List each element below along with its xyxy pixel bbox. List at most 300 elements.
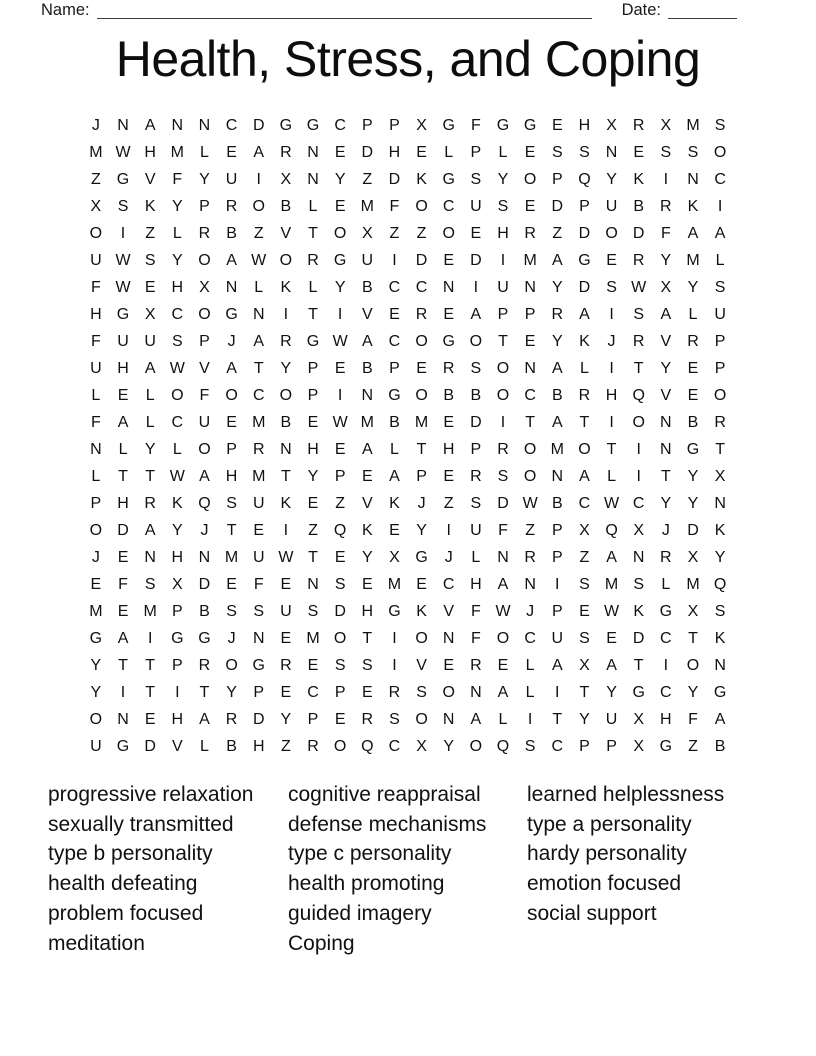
grid-letter: V (416, 656, 427, 674)
grid-letter: H (361, 602, 374, 620)
grid-letter: E (334, 143, 346, 161)
grid-letter: S (361, 656, 373, 674)
grid-letter: C (171, 305, 184, 323)
grid-letter: N (524, 359, 536, 377)
grid-letter: A (361, 332, 373, 350)
grid-letter: V (361, 305, 373, 323)
grid-letter: I (555, 683, 560, 701)
grid-letter: Z (145, 224, 156, 242)
grid-letter: N (307, 143, 319, 161)
grid-letter: B (551, 386, 563, 404)
grid-letter: B (551, 494, 563, 512)
grid-letter: S (144, 251, 156, 269)
grid-letter: N (252, 305, 265, 323)
grid-letter: P (253, 683, 265, 701)
grid-letter: H (225, 467, 238, 485)
grid-letter: T (253, 359, 264, 377)
grid-letter: I (663, 170, 669, 188)
grid-letter: O (496, 629, 510, 647)
grid-letter: N (497, 548, 509, 566)
grid-letter: S (416, 683, 427, 701)
grid-letter: K (633, 602, 645, 620)
grid-letter: W (604, 602, 620, 620)
grid-letter: Y (606, 170, 617, 188)
grid-letter: W (332, 413, 348, 431)
grid-letter: L (525, 683, 535, 701)
grid-letter: R (714, 413, 726, 431)
grid-letter: R (632, 116, 645, 134)
grid-letter: O (442, 224, 455, 242)
grid-letter: E (361, 575, 373, 593)
grid-letter: C (714, 170, 726, 188)
grid-letter: Q (361, 737, 374, 755)
page-title: Health, Stress, and Coping (115, 31, 701, 87)
grid-letter: S (470, 359, 482, 377)
grid-letter: T (145, 467, 156, 485)
grid-letter: I (500, 251, 506, 269)
grid-letter: M (686, 116, 700, 134)
grid-letter: E (606, 629, 617, 647)
grid-letter: D (252, 710, 265, 728)
grid-letter: O (713, 386, 727, 404)
grid-letter: B (226, 737, 237, 755)
grid-letter: C (225, 116, 238, 134)
grid-letter: M (170, 143, 184, 161)
grid-letter: F (470, 116, 481, 134)
grid-letter: A (551, 413, 563, 431)
grid-letter: U (90, 251, 102, 269)
grid-letter: U (470, 197, 482, 215)
grid-letter: N (632, 548, 645, 566)
grid-letter: Y (90, 656, 102, 674)
grid-letter: N (442, 710, 455, 728)
grid-letter: I (147, 629, 153, 647)
grid-letter: E (443, 467, 455, 485)
grid-letter: U (605, 197, 618, 215)
grid-letter: I (663, 656, 669, 674)
grid-letter: C (660, 683, 672, 701)
grid-letter: I (609, 413, 614, 431)
grid-letter: R (497, 440, 509, 458)
grid-letter: H (388, 143, 401, 161)
grid-letter: T (552, 710, 563, 728)
grid-letter: F (172, 170, 183, 188)
grid-letter: W (495, 602, 511, 620)
grid-letter: K (714, 629, 726, 647)
grid-letter: C (660, 629, 672, 647)
grid-letter: G (659, 602, 673, 620)
grid-letter: I (283, 305, 289, 323)
grid-letter: C (524, 629, 536, 647)
grid-letter: H (117, 494, 129, 512)
grid-letter: B (226, 224, 237, 242)
grid-letter: L (498, 710, 508, 728)
grid-letter: X (389, 548, 400, 566)
grid-letter: Z (90, 170, 101, 188)
grid-letter: A (144, 521, 156, 539)
grid-letter: P (416, 467, 427, 485)
grid-letter: A (117, 629, 129, 647)
grid-letter: A (470, 305, 482, 323)
grid-letter: Y (660, 251, 672, 269)
grid-letter: C (578, 494, 591, 512)
grid-letter: Z (308, 521, 318, 539)
grid-letter: O (415, 710, 428, 728)
grid-letter: N (171, 116, 184, 134)
grid-letter: L (145, 413, 155, 431)
grid-letter: B (389, 413, 400, 431)
grid-letter: L (715, 251, 725, 269)
grid-letter: N (551, 467, 564, 485)
grid-letter: I (473, 278, 479, 296)
grid-letter: X (633, 710, 645, 728)
grid-letter: P (714, 332, 726, 350)
grid-letter: H (497, 224, 509, 242)
grid-letter: E (226, 143, 237, 161)
grid-letter: O (198, 440, 211, 458)
grid-letter: H (90, 305, 102, 323)
grid-letter: D (388, 170, 401, 188)
grid-letter: N (524, 278, 536, 296)
grid-letter: E (307, 656, 319, 674)
word-bank-item: health defeating (48, 872, 198, 896)
word-bank-item: meditation (48, 931, 145, 955)
grid-letter: H (252, 737, 265, 755)
grid-letter: R (660, 197, 672, 215)
word-bank-item: hardy personality (527, 842, 687, 866)
grid-letter: L (607, 467, 616, 485)
grid-letter: N (225, 278, 238, 296)
grid-letter: L (498, 143, 508, 161)
grid-letter: X (606, 116, 617, 134)
grid-letter: G (578, 251, 591, 269)
grid-letter: O (89, 224, 103, 242)
grid-letter: O (496, 359, 510, 377)
grid-letter: R (198, 656, 211, 674)
grid-letter: L (661, 575, 671, 593)
grid-letter: K (361, 521, 373, 539)
grid-letter: B (687, 413, 699, 431)
grid-letter: O (713, 143, 727, 161)
grid-letter: E (253, 521, 265, 539)
grid-letter: R (361, 710, 374, 728)
grid-letter: L (172, 224, 182, 242)
grid-letter: G (496, 116, 510, 134)
grid-letter: T (606, 440, 617, 458)
grid-letter: R (280, 656, 292, 674)
grid-letter: C (388, 278, 401, 296)
grid-letter: M (523, 251, 537, 269)
grid-letter: W (115, 143, 131, 161)
grid-letter: L (525, 656, 535, 674)
grid-letter: X (633, 737, 645, 755)
grid-letter: E (144, 710, 156, 728)
grid-letter: G (388, 386, 401, 404)
grid-letter: D (632, 224, 645, 242)
grid-letter: L (254, 278, 264, 296)
grid-letter: S (226, 494, 237, 512)
grid-letter: R (578, 386, 591, 404)
grid-letter: O (279, 251, 293, 269)
header (41, 1, 737, 20)
grid-letter: E (226, 575, 237, 593)
grid-letter: S (579, 629, 590, 647)
grid-letter: S (633, 575, 645, 593)
grid-letter: Y (687, 467, 699, 485)
grid-letter: M (686, 251, 700, 269)
word-bank-item: type b personality (48, 842, 213, 866)
grid-letter: O (89, 521, 103, 539)
grid-letter: O (415, 332, 428, 350)
grid-letter: N (660, 413, 672, 431)
grid-letter: S (497, 197, 509, 215)
grid-letter: U (361, 251, 374, 269)
grid-letter: Z (335, 494, 346, 512)
grid-letter: W (115, 278, 131, 296)
grid-letter: P (497, 305, 509, 323)
grid-letter: J (200, 521, 209, 539)
grid-letter: T (688, 629, 698, 647)
grid-letter: H (442, 440, 455, 458)
grid-letter: A (551, 656, 563, 674)
grid-letter: S (606, 278, 617, 296)
grid-letter: G (225, 305, 238, 323)
word-bank-item: problem focused (48, 901, 204, 925)
grid-letter: A (714, 224, 726, 242)
grid-letter: P (551, 170, 563, 188)
grid-letter: S (226, 602, 237, 620)
grid-letter: Y (551, 278, 563, 296)
grid-letter: A (226, 359, 237, 377)
grid-letter: P (199, 197, 210, 215)
grid-letter: A (579, 467, 590, 485)
grid-letter: W (332, 332, 348, 350)
grid-letter: K (280, 278, 292, 296)
grid-letter: V (660, 386, 672, 404)
grid-letter: R (524, 224, 536, 242)
grid-letter: M (604, 575, 619, 593)
grid-letter: G (632, 683, 645, 701)
grid-letter: S (253, 602, 265, 620)
grid-letter: F (90, 332, 101, 350)
grid-letter: E (687, 359, 699, 377)
grid-letter: T (633, 656, 644, 674)
grid-letter: Y (660, 359, 672, 377)
grid-letter: O (225, 656, 238, 674)
grid-letter: A (389, 467, 400, 485)
grid-letter: U (470, 521, 482, 539)
grid-letter: R (280, 143, 292, 161)
grid-letter: S (117, 197, 129, 215)
grid-letter: B (470, 386, 482, 404)
grid-letter: O (523, 467, 537, 485)
grid-letter: Y (171, 197, 183, 215)
grid-letter: R (252, 440, 265, 458)
grid-letter: J (526, 602, 535, 620)
word-bank-item: health promoting (288, 872, 445, 896)
grid-letter: Y (334, 170, 346, 188)
grid-letter: I (392, 251, 397, 269)
grid-letter: G (252, 656, 265, 674)
grid-letter: Q (578, 170, 591, 188)
grid-letter: A (606, 548, 617, 566)
grid-letter: D (470, 251, 482, 269)
grid-letter: R (632, 251, 645, 269)
grid-letter: H (171, 548, 184, 566)
grid-letter: J (417, 494, 426, 512)
grid-letter: O (198, 251, 211, 269)
grid-letter: L (389, 440, 399, 458)
grid-letter: X (687, 548, 699, 566)
grid-letter: Y (687, 683, 699, 701)
grid-letter: U (605, 710, 618, 728)
grid-letter: P (171, 656, 183, 674)
grid-letter: M (143, 602, 157, 620)
grid-letter: A (606, 656, 617, 674)
grid-letter: P (334, 683, 346, 701)
grid-letter: N (307, 575, 319, 593)
grid-letter: E (687, 386, 699, 404)
grid-letter: G (89, 629, 103, 647)
grid-letter: F (688, 710, 698, 728)
grid-letter: E (551, 116, 563, 134)
grid-letter: F (199, 386, 210, 404)
grid-letter: Q (713, 575, 727, 593)
grid-letter: U (714, 305, 726, 323)
grid-letter: E (416, 575, 427, 593)
grid-letter: W (115, 251, 131, 269)
grid-letter: X (687, 602, 699, 620)
word-bank-item: learned helplessness (527, 783, 725, 806)
grid-letter: T (226, 521, 237, 539)
grid-letter: A (687, 224, 699, 242)
grid-letter: M (360, 413, 374, 431)
grid-letter: O (225, 386, 238, 404)
grid-letter: D (415, 251, 428, 269)
grid-letter: W (631, 278, 647, 296)
grid-letter: T (715, 440, 725, 458)
grid-letter: P (606, 737, 617, 755)
grid-letter: S (497, 467, 509, 485)
grid-letter: O (605, 224, 618, 242)
grid-letter: G (171, 629, 184, 647)
grid-letter: S (334, 656, 346, 674)
word-bank-item: emotion focused (527, 872, 682, 896)
grid-letter: F (498, 521, 508, 539)
grid-letter: E (117, 602, 129, 620)
grid-letter: G (116, 737, 130, 755)
grid-letter: B (714, 737, 726, 755)
grid-letter: P (389, 359, 400, 377)
grid-letter: W (604, 494, 620, 512)
grid-letter: E (334, 440, 346, 458)
grid-letter: N (442, 278, 455, 296)
grid-letter: D (497, 494, 509, 512)
grid-letter: Y (361, 548, 373, 566)
name-blank-line (97, 2, 592, 19)
grid-letter: P (524, 305, 536, 323)
grid-letter: N (361, 386, 374, 404)
grid-letter: F (90, 278, 101, 296)
grid-letter: L (308, 197, 318, 215)
grid-letter: C (388, 332, 401, 350)
grid-letter: L (91, 467, 101, 485)
grid-letter: X (633, 521, 645, 539)
grid-letter: S (579, 143, 590, 161)
grid-letter: N (144, 548, 156, 566)
grid-letter: J (607, 332, 616, 350)
grid-letter: E (389, 305, 400, 323)
grid-letter: A (714, 710, 726, 728)
grid-letter: T (660, 467, 671, 485)
grid-letter: R (307, 251, 319, 269)
grid-letter: P (199, 332, 210, 350)
grid-letter: N (198, 116, 211, 134)
grid-letter: F (253, 575, 264, 593)
grid-letter: R (660, 548, 672, 566)
grid-letter: E (579, 602, 590, 620)
grid-letter: E (334, 710, 346, 728)
grid-letter: J (91, 116, 100, 134)
grid-letter: K (280, 494, 292, 512)
grid-letter: O (686, 656, 700, 674)
grid-letter: R (632, 332, 645, 350)
grid-letter: N (280, 440, 292, 458)
grid-letter: R (470, 467, 482, 485)
grid-letter: Z (579, 548, 590, 566)
grid-letter: O (333, 737, 347, 755)
grid-letter: L (308, 278, 318, 296)
grid-letter: P (551, 548, 563, 566)
grid-letter: O (415, 197, 428, 215)
word-bank-column (288, 780, 486, 958)
grid-letter: A (144, 116, 156, 134)
grid-letter: Y (171, 251, 183, 269)
grid-letter: S (714, 116, 726, 134)
grid-letter: Y (687, 494, 699, 512)
grid-letter: M (89, 602, 103, 620)
grid-letter: R (687, 332, 699, 350)
grid-letter: F (660, 224, 671, 242)
grid-letter: A (117, 413, 129, 431)
word-bank-item: defense mechanisms (288, 812, 487, 836)
grid-letter: O (198, 305, 211, 323)
grid-letter: I (120, 683, 126, 701)
grid-letter: O (252, 197, 265, 215)
grid-letter: F (118, 575, 128, 593)
grid-letter: S (389, 710, 400, 728)
grid-letter: P (579, 197, 590, 215)
grid-letter: G (279, 116, 293, 134)
grid-letter: A (551, 359, 563, 377)
grid-letter: P (714, 359, 726, 377)
word-bank-column (48, 780, 253, 958)
grid-letter: Y (497, 170, 509, 188)
grid-letter: G (442, 116, 455, 134)
word-bank-item: Coping (288, 931, 355, 955)
grid-letter: S (470, 170, 482, 188)
grid-letter: Q (632, 386, 645, 404)
grid-letter: J (227, 629, 236, 647)
grid-letter: S (334, 575, 346, 593)
grid-letter: N (252, 629, 265, 647)
grid-letter: T (579, 413, 590, 431)
grid-letter: S (660, 143, 672, 161)
grid-letter: U (280, 602, 292, 620)
grid-letter: S (579, 575, 590, 593)
grid-letter: G (116, 305, 130, 323)
grid-letter: A (253, 332, 265, 350)
